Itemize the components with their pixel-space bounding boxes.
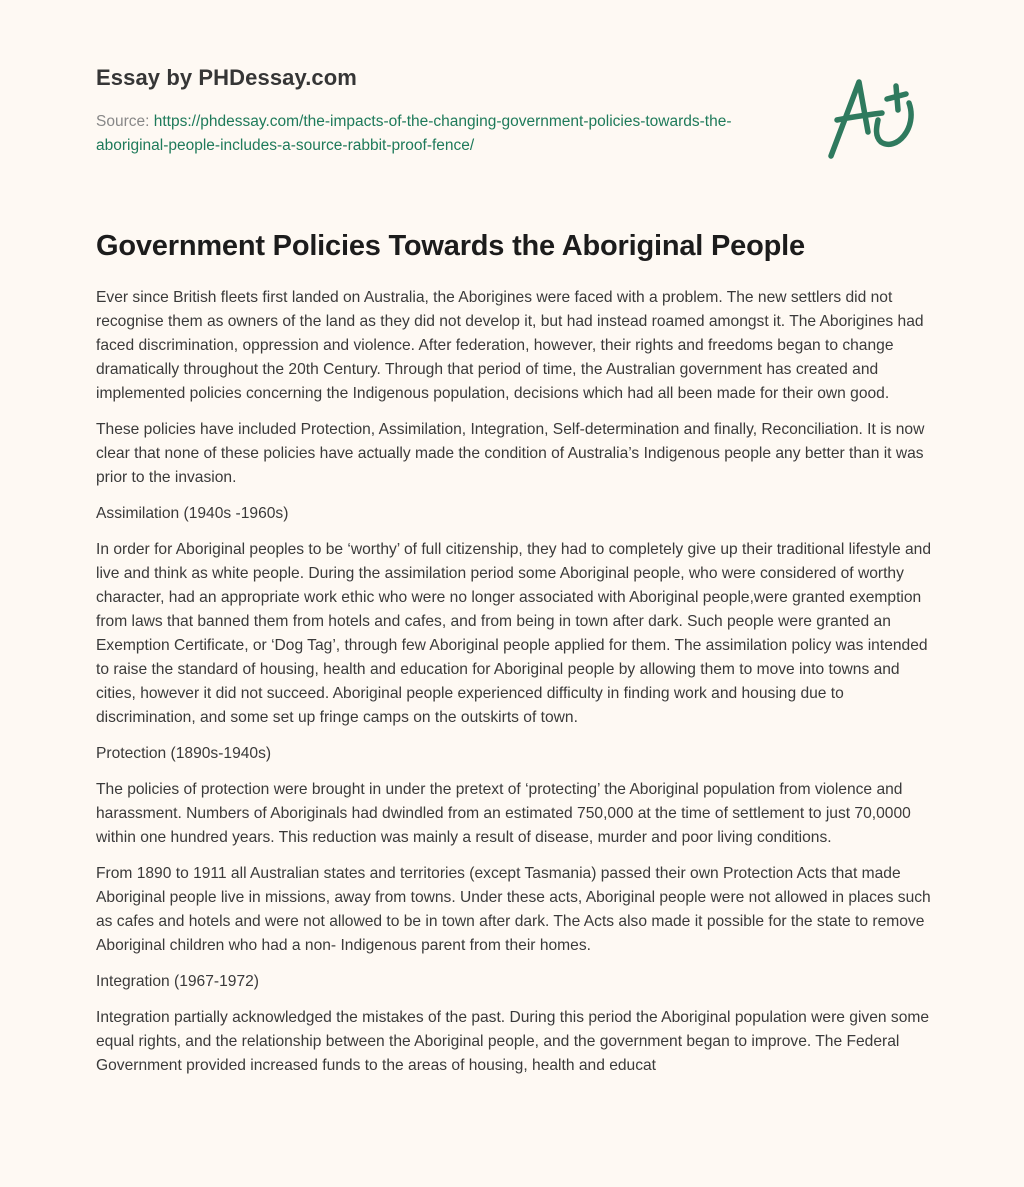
a-plus-grade-icon — [826, 70, 926, 165]
article-title: Government Policies Towards the Aboriginal People — [96, 230, 805, 262]
site-title: Essay by PHDessay.com — [96, 65, 357, 90]
paragraph-integration: Integration partially acknowledged the mistakes of the past. During this period the Aboriginal population were given some equal rights, and the relationship between the Aboriginal people, and the government began to improve. The Federal Government provided increased funds to the areas of housing, health and educat — [96, 1009, 930, 1074]
paragraph-intro: Ever since British fleets first landed on Australia, the Aborigines were faced with a problem. The new settlers did not recognise them as owners of the land as they did not develop it, but had instead roamed amongst it. The Aborigines had faced discrimination, oppression and violence. After federation, however, their rights and freedoms began to change dramatically throughout the 20th Century. Through that period of time, the Australian government has created and implemented policies concerning the Indigenous population, decisions which had all been made for their own good. — [96, 289, 924, 402]
section-heading-protection: Protection (1890s-1940s) — [96, 745, 272, 762]
paragraph-policies-overview: These policies have included Protection, Assimilation, Integration, Self-determination and finally, Reconciliation. It is now clear that none of these policies have actually made the condition of Australia’s Indigenous people any better than it was prior to the invasion. — [96, 421, 925, 486]
paragraph-protection-1: The policies of protection were brought in under the pretext of ‘protecting’ the Aboriginal population from violence and harassment. Numbers of Aboriginals had dwindled from an estimated 750,000 at the time of settlement to just 70,0000 within one hundred years. This reduction was mainly a result of disease, murder and poor living conditions. — [96, 781, 911, 846]
source-link[interactable]: https://phdessay.com/the-impacts-of-the-changing-government-policies-towards-the-aboriginal-people-includes-a-source-rabbit-proof-fence/ — [96, 113, 732, 154]
paragraph-assimilation: In order for Aboriginal peoples to be ‘worthy’ of full citizenship, they had to completely give up their traditional lifestyle and live and think as white people. During the assimilation period some Aboriginal people, who were considered of worthy character, had an appropriate work ethic who were no longer associated with Aboriginal people,were granted exemption from laws that banned them from hotels and cafes, and from being in town after dark. Such people were granted an Exemption Certificate, or ‘Dog Tag’, through few Aboriginal people applied for them. The assimilation policy was intended to raise the standard of housing, health and education for Aboriginal people by allowing them to move into towns and cities, however it did not succeed. Aboriginal people experienced difficulty in finding work and housing due to discrimination, and some set up fringe camps on the outskirts of town. — [96, 541, 932, 726]
source-line — [96, 110, 796, 158]
source-label: Source: — [96, 113, 150, 130]
section-heading-integration: Integration (1967-1972) — [96, 973, 259, 990]
paragraph-protection-2: From 1890 to 1911 all Australian states and territories (except Tasmania) passed their own Protection Acts that made Aboriginal people live in missions, away from towns. Under these acts, Aboriginal people were not allowed in places such as cafes and hotels and were not allowed to be in town after dark. The Acts also made it possible for the state to remove Aboriginal children who had a non- Indigenous parent from their homes. — [96, 865, 931, 954]
section-heading-assimilation: Assimilation (1940s -1960s) — [96, 505, 289, 522]
article — [96, 226, 932, 1090]
page-header — [96, 62, 796, 158]
